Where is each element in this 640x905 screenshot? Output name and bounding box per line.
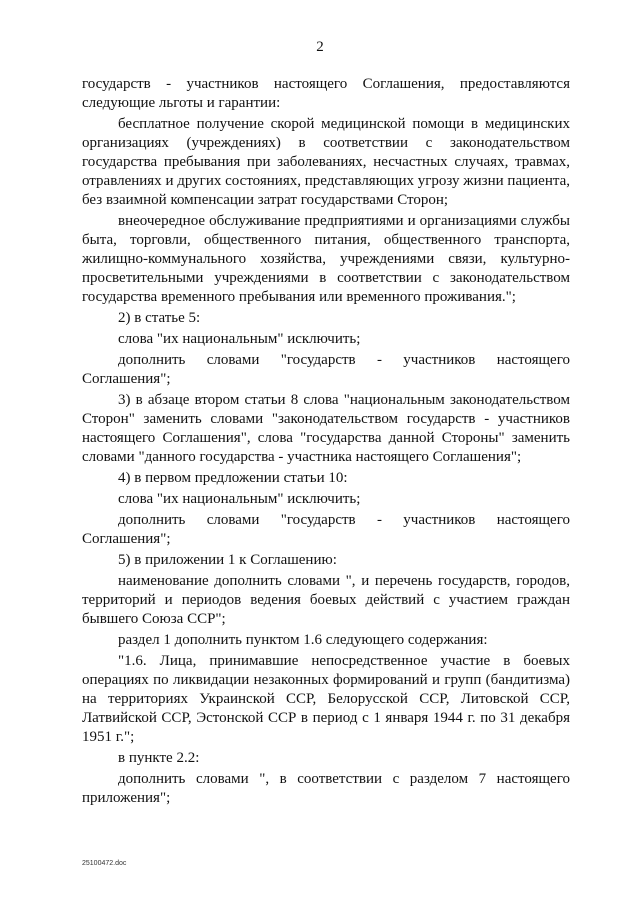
paragraph: наименование дополнить словами ", и перечень государств, городов, территорий и периодов ведения боевых действий с участием граждан бывшего Союза ССР"; [82, 573, 570, 627]
paragraph: в пункте 2.2: [118, 750, 200, 766]
paragraph: слова "их национальным" исключить; [118, 491, 361, 507]
paragraph: 4) в первом предложении статьи 10: [118, 470, 348, 486]
paragraph: 5) в приложении 1 к Соглашению: [118, 552, 337, 568]
paragraph: 2) в статье 5: [118, 310, 201, 326]
page-number: 2 [316, 39, 324, 55]
paragraph: дополнить словами "государств - участников настоящего Соглашения"; [82, 512, 570, 547]
paragraph: дополнить словами "государств - участников настоящего Соглашения"; [82, 352, 570, 387]
paragraph: слова "их национальным" исключить; [118, 331, 361, 347]
paragraph: бесплатное получение скорой медицинской помощи в медицинских организациях (учреждениях) в соответствии с законодательством государства пребывания при заболеваниях, несчастных случаях, травмах, отравлениях и других состояниях, представляющих угрозу жизни пациента, без взаимной компенсации затрат государствами Сторон; [82, 116, 570, 208]
paragraph: раздел 1 дополнить пунктом 1.6 следующего содержания: [118, 632, 488, 648]
paragraph: внеочередное обслуживание предприятиями и организациями службы быта, торговли, общественного питания, общественного транспорта, жилищно-коммунального хозяйства, учреждениями связи, культурно-просветительными учреждениями в соответствии с законодательством государства временного пребывания или временного проживания."; [82, 213, 570, 305]
paragraph: государств - участников настоящего Соглашения, предоставляются следующие льготы и гарантии: [82, 76, 570, 111]
paragraph: "1.6. Лица, принимавшие непосредственное участие в боевых операциях по ликвидации незаконных формирований и групп (бандитизма) на территориях Украинской ССР, Белорусской ССР, Литовской ССР, Латвийской ССР, Эстонской ССР в период с 1 января 1944 г. по 31 декабря 1951 г."; [82, 653, 570, 745]
footer-file-name: 25100472.doc [82, 860, 127, 867]
document-body [82, 75, 570, 808]
paragraph: 3) в абзаце втором статьи 8 слова "национальным законодательством Сторон" заменить словами "законодательством государств - участников настоящего Соглашения", слова "государства данной Стороны" заменить словами "данного государства - участника настоящего Соглашения"; [82, 392, 570, 465]
paragraph: дополнить словами ", в соответствии с разделом 7 настоящего приложения"; [82, 771, 570, 806]
